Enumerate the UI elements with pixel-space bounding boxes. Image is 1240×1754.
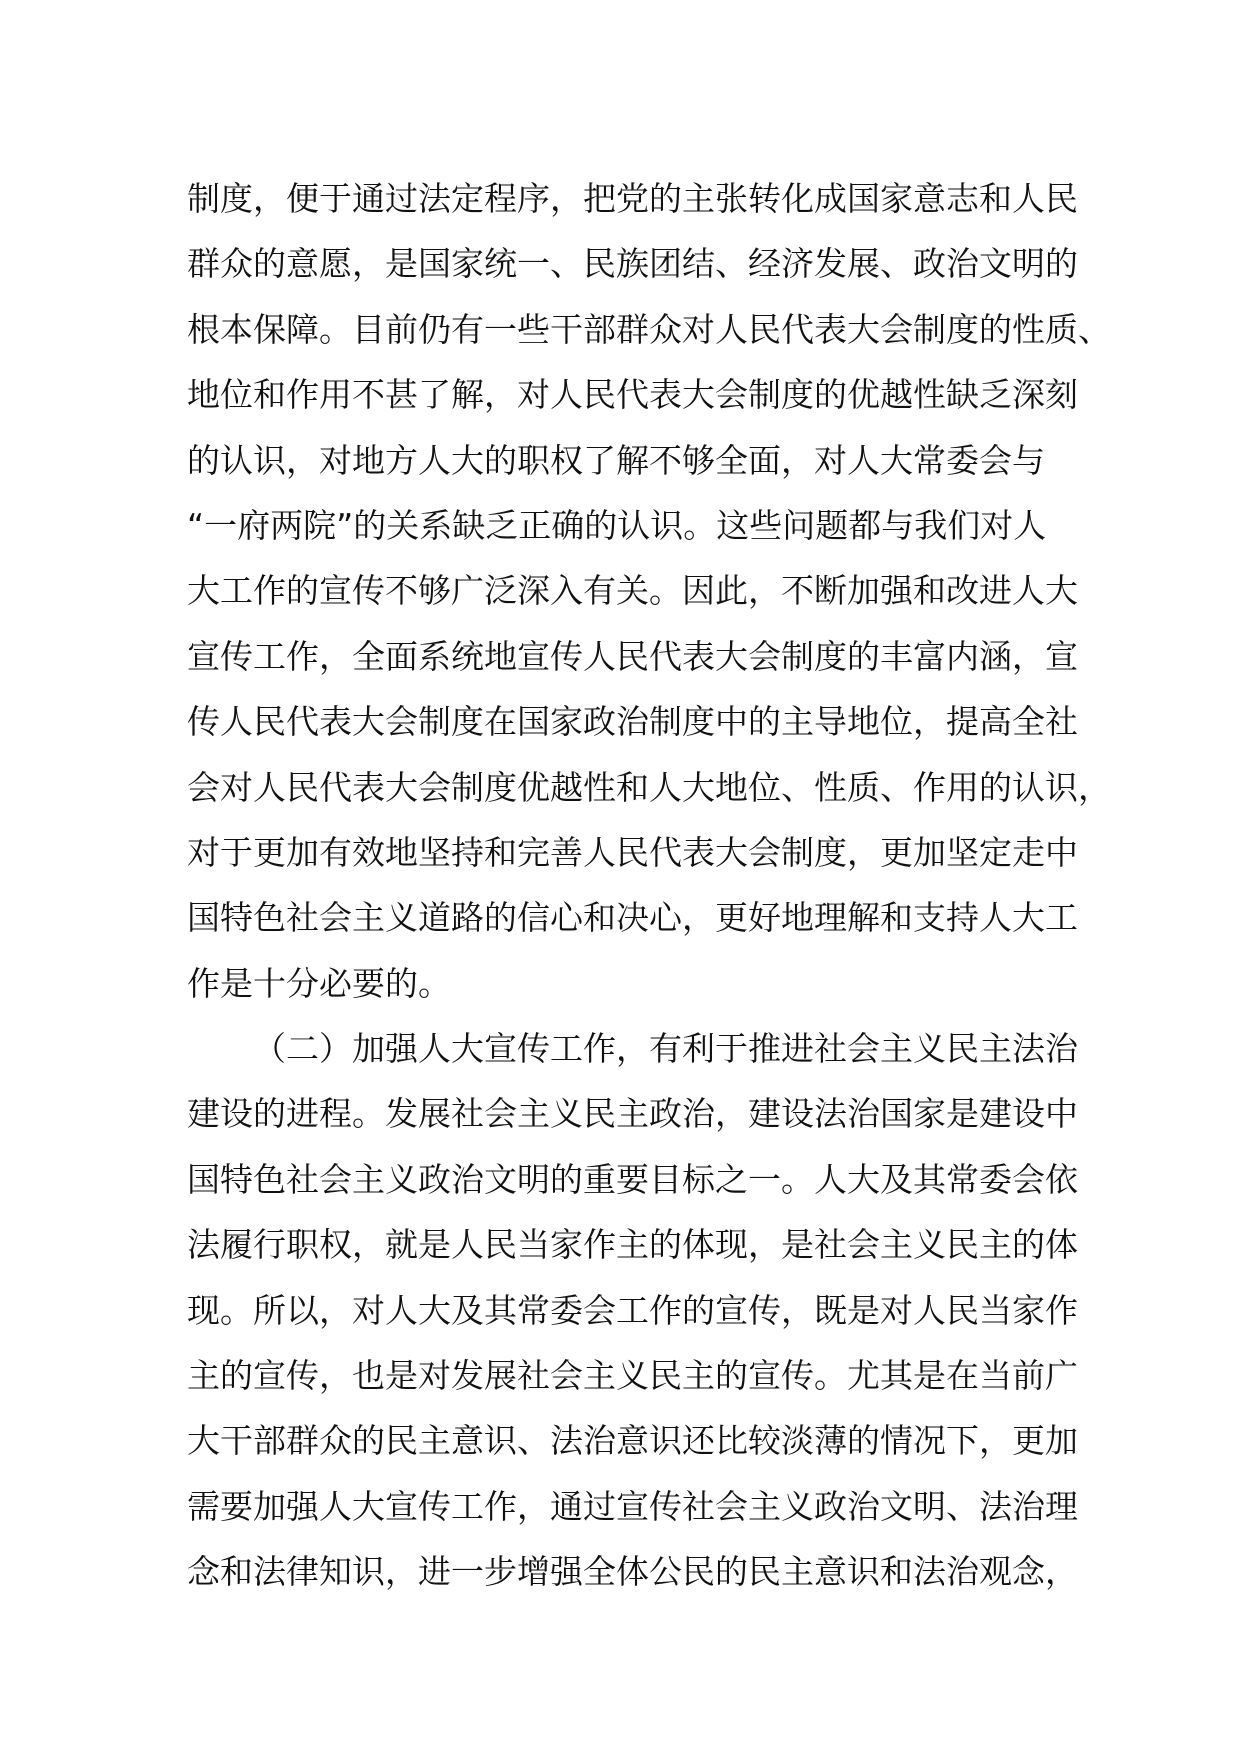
text-line: 现。所以，对人大及其常委会工作的宣传，既是对人民当家作 — [187, 1290, 1078, 1330]
text-line: 念和法律知识，进一步增强全体公民的民主意识和法治观念， — [187, 1552, 1078, 1592]
text-line: 对于更加有效地坚持和完善人民代表大会制度，更加坚定走中 — [187, 832, 1078, 872]
text-line: 作是十分必要的。 — [187, 963, 451, 1003]
text-line: 建设的进程。发展社会主义民主政治，建设法治国家是建设中 — [187, 1094, 1078, 1134]
text-line: 地位和作用不甚了解，对人民代表大会制度的优越性缺乏深刻 — [187, 375, 1078, 415]
text-line: 大干部群众的民主意识、法治意识还比较淡薄的情况下，更加 — [187, 1421, 1078, 1461]
text-line: 制度，便于通过法定程序，把党的主张转化成国家意志和人民 — [187, 179, 1078, 218]
text-line: 国特色社会主义政治文明的重要目标之一。人大及其常委会依 — [187, 1159, 1078, 1199]
text-line: 法履行职权，就是人民当家作主的体现，是社会主义民主的体 — [187, 1225, 1078, 1265]
text-line: 国特色社会主义道路的信心和决心，更好地理解和支持人大工 — [187, 898, 1078, 938]
text-line: 宣传工作，全面系统地宣传人民代表大会制度的丰富内涵，宣 — [187, 636, 1078, 676]
section-heading-line: （二）加强人大宣传工作，有利于推进社会主义民主法治 — [253, 1029, 1078, 1069]
text-line: 大工作的宣传不够广泛深入有关。因此，不断加强和改进人大 — [187, 571, 1078, 611]
text-line: “一府两院”的关系缺乏正确的认识。这些问题都与我们对人 — [187, 505, 1047, 545]
text-line: 会对人民代表大会制度优越性和人大地位、性质、作用的认识， — [187, 767, 1111, 807]
text-line: 需要加强人大宣传工作，通过宣传社会主义政治文明、法治理 — [187, 1486, 1078, 1526]
body-text — [187, 166, 1111, 1605]
text-line: 主的宣传，也是对发展社会主义民主的宣传。尤其是在当前广 — [187, 1356, 1078, 1396]
text-line: 的认识，对地方人大的职权了解不够全面，对人大常委会与 — [187, 440, 1045, 480]
text-line: 根本保障。目前仍有一些干部群众对人民代表大会制度的性质、 — [187, 309, 1111, 349]
text-line: 传人民代表大会制度在国家政治制度中的主导地位，提高全社 — [187, 702, 1078, 742]
text-line: 群众的意愿，是国家统一、民族团结、经济发展、政治文明的 — [187, 244, 1078, 284]
